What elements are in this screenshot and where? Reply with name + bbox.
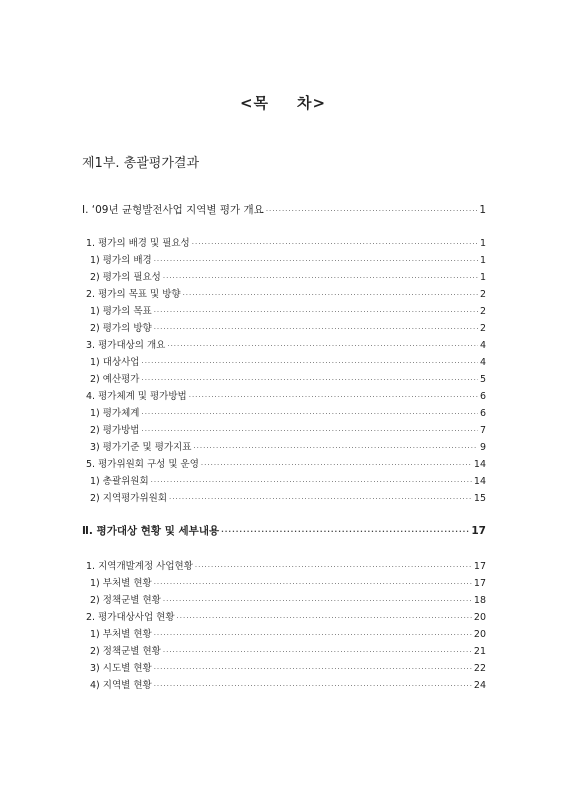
toc-entry-page: 5 [479, 374, 486, 385]
toc-leader-dots [154, 663, 472, 675]
toc-leader-dots [151, 476, 472, 488]
toc-leader-dots [201, 459, 472, 471]
toc-entry-label: 1) 평가의 배경 [90, 255, 152, 266]
toc-entry-page: 22 [473, 663, 486, 674]
toc-entry-page: 1 [479, 272, 486, 283]
toc-leader-dots [141, 408, 477, 420]
toc-entry [82, 238, 486, 250]
toc-entry [82, 255, 486, 267]
toc-leader-dots [154, 629, 472, 641]
toc-entry-label: 1) 평가체계 [90, 408, 140, 419]
toc-entry [82, 425, 486, 437]
toc-leader-dots [154, 255, 478, 267]
toc-leader-dots [266, 204, 477, 218]
toc-entry [82, 663, 486, 675]
toc-entry-page: 1 [479, 255, 486, 266]
toc-entry-label: 4) 지역별 현황 [90, 680, 152, 691]
toc-entry-page: 21 [473, 646, 486, 657]
part-heading: 제1부. 총괄평가결과 [82, 156, 199, 171]
toc-entry [82, 357, 486, 369]
toc-entry-label: 1. 지역개발계정 사업현황 [86, 561, 193, 572]
toc-entry-page: 4 [479, 340, 486, 351]
toc-leader-dots [163, 646, 472, 658]
toc-leader-dots [169, 493, 472, 505]
toc-leader-dots [141, 374, 477, 386]
toc-title-left: <목 [239, 94, 269, 112]
toc-entry [82, 203, 486, 218]
toc-entry [82, 646, 486, 658]
toc-entry [82, 493, 486, 505]
toc-entry [82, 340, 486, 352]
toc-entry-page: 14 [473, 459, 486, 470]
toc-entry-label: 1) 대상사업 [90, 357, 140, 368]
toc-entry [82, 629, 486, 641]
toc-leader-dots [221, 525, 469, 539]
toc-title-right: 차> [297, 94, 327, 112]
toc-entry-page: 1 [479, 204, 486, 216]
toc-entry-page: 1 [479, 238, 486, 249]
toc-leader-dots [195, 561, 472, 573]
toc-leader-dots [189, 391, 478, 403]
toc-entry-page: 7 [479, 425, 486, 436]
toc-entry [82, 612, 486, 624]
toc-entry-page: 24 [473, 680, 486, 691]
toc-entry-label: 2) 평가방법 [90, 425, 140, 436]
toc-entry-label: Ⅱ. 평가대상 현황 및 세부내용 [82, 525, 220, 537]
toc-entry-label: 1) 부처별 현황 [90, 629, 152, 640]
toc-entry-label: 2. 평가의 목표 및 방향 [86, 289, 181, 300]
toc-entry [82, 561, 486, 573]
toc-entry [82, 272, 486, 284]
toc-entry-page: 4 [479, 357, 486, 368]
toc-entry-label: 5. 평가위원회 구성 및 운영 [86, 459, 199, 470]
toc-entry-page: 9 [479, 442, 486, 453]
toc-entry-label: Ⅰ. ‘09년 균형발전사업 지역별 평가 개요 [82, 204, 264, 216]
toc-leader-dots [154, 306, 478, 318]
toc-entry [82, 323, 486, 335]
toc-entry-label: 3. 평가대상의 개요 [86, 340, 166, 351]
toc-entry-label: 1) 평가의 목표 [90, 306, 152, 317]
toc-entry [82, 524, 486, 539]
toc-entry-label: 2) 지역평가위원회 [90, 493, 168, 504]
toc-leader-dots [141, 425, 477, 437]
toc-entry [82, 374, 486, 386]
toc-entry-page: 15 [473, 493, 486, 504]
toc-entry-label: 2) 평가의 방향 [90, 323, 152, 334]
toc-entry-page: 17 [473, 578, 486, 589]
toc-entry [82, 408, 486, 420]
toc-entry-label: 1) 총괄위원회 [90, 476, 149, 487]
toc-entry-label: 3) 시도별 현황 [90, 663, 152, 674]
toc-entry-label: 2) 평가의 필요성 [90, 272, 161, 283]
toc-leader-dots [154, 680, 472, 692]
toc-entry-label: 1) 부처별 현황 [90, 578, 152, 589]
toc-entry-page: 2 [479, 306, 486, 317]
toc-entry [82, 442, 486, 454]
toc-entry-page: 2 [479, 289, 486, 300]
toc-entry-label: 2. 평가대상사업 현황 [86, 612, 175, 623]
toc-entry [82, 595, 486, 607]
toc-leader-dots [154, 578, 472, 590]
toc-entry-label: 2) 정책군별 현황 [90, 646, 161, 657]
toc-entry-label: 2) 예산평가 [90, 374, 140, 385]
toc-title [0, 92, 566, 113]
toc-entry [82, 306, 486, 318]
toc-entry-page: 6 [479, 391, 486, 402]
toc-entry-page: 17 [473, 561, 486, 572]
toc-entry-page: 14 [473, 476, 486, 487]
toc-entry [82, 289, 486, 301]
toc-entry-label: 2) 정책군별 현황 [90, 595, 161, 606]
toc-entry-label: 4. 평가체계 및 평가방법 [86, 391, 187, 402]
toc-leader-dots [167, 340, 478, 352]
toc-entry-label: 1. 평가의 배경 및 필요성 [86, 238, 190, 249]
toc-entry-page: 18 [473, 595, 486, 606]
toc-entry [82, 680, 486, 692]
toc-entry [82, 459, 486, 471]
toc-entry-page: 2 [479, 323, 486, 334]
toc-entry-page: 20 [473, 629, 486, 640]
toc-entry-page: 20 [473, 612, 486, 623]
toc-entry [82, 578, 486, 590]
toc-entry-page: 17 [471, 525, 486, 537]
toc-leader-dots [154, 323, 478, 335]
toc-leader-dots [141, 357, 477, 369]
toc-entry-page: 6 [479, 408, 486, 419]
toc-leader-dots [163, 272, 478, 284]
toc-entry-label: 3) 평가기준 및 평가지표 [90, 442, 192, 453]
toc-leader-dots [163, 595, 472, 607]
toc-leader-dots [193, 442, 478, 454]
toc-leader-dots [183, 289, 478, 301]
toc-entry [82, 391, 486, 403]
toc-leader-dots [177, 612, 472, 624]
toc-leader-dots [192, 238, 478, 250]
toc-entry [82, 476, 486, 488]
